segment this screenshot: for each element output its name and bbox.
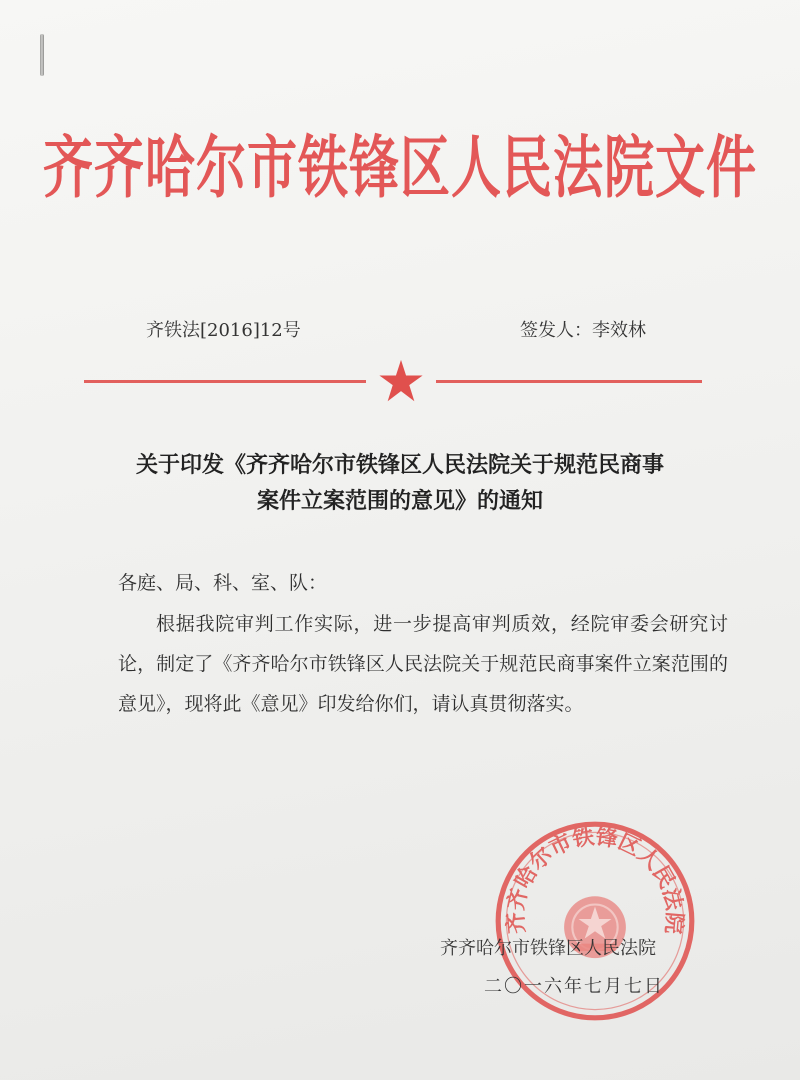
- notice-title-line-2: 案件立案范围的意见》的通知: [256, 488, 543, 514]
- signer: 签发人：李效林: [520, 320, 646, 341]
- salutation: 各庭、局、科、室、队：: [118, 572, 328, 594]
- notice-title-line-1: 关于印发《齐齐哈尔市铁锋区人民法院关于规范民商事: [135, 452, 664, 478]
- red-divider-left: [84, 380, 366, 383]
- body-paragraph: 根据我院审判工作实际，进一步提高审判质效，经院审委会研究讨论，制定了《齐齐哈尔市铁锋区人民法院关于规范民商事案件立案范围的意见》，现将此《意见》印发给你们，请认真贯彻落实。: [118, 613, 728, 715]
- red-divider-right: [436, 380, 702, 383]
- issuing-court: 齐齐哈尔市铁锋区人民法院: [440, 938, 656, 959]
- star-icon: [378, 358, 424, 404]
- staple: [40, 34, 44, 76]
- document-number: 齐铁法[2016]12号: [146, 320, 301, 341]
- seal-text: 齐齐哈尔市铁锋区人民法院: [503, 824, 687, 935]
- letterhead-title: 齐齐哈尔市铁锋区人民法院文件: [43, 128, 757, 208]
- issue-date: 二〇一六年七月七日: [484, 976, 664, 997]
